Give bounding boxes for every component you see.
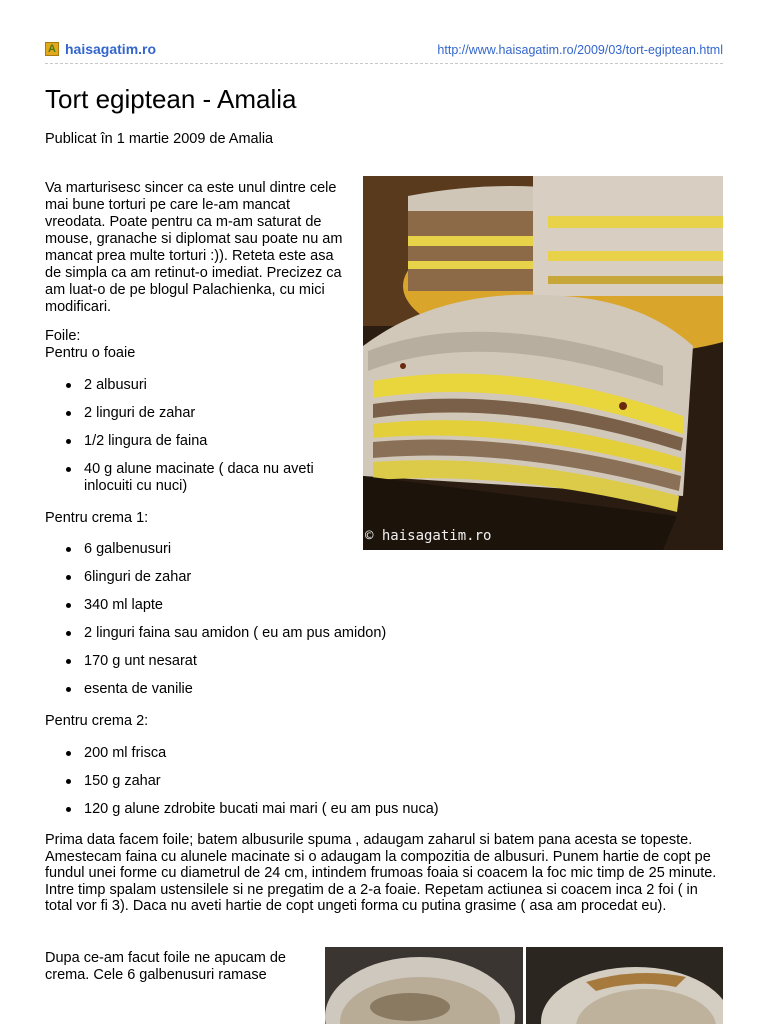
crema2-heading: Pentru crema 2:	[45, 713, 149, 729]
crema2-ingredient-list	[0, 745, 439, 829]
photo-watermark: © haisagatim.ro	[365, 528, 492, 544]
page-header	[45, 41, 723, 65]
method-paragraph: Prima data facem foile; batem albusurile spuma , adaugam zaharul si batem pana acesta se topeste. Amestecam faina cu alunele macinate si o adaugam la compozitia de albusuri. Punem hartie de copt pe fundul unei forme cu diametrul de 24 cm, intindem frumoas foaia si coacem la foc mic timp de 25 minute. Intre timp spalam ustensilele si ne pregatim de a 2-a foaie. Repetam actiunea si coacem inca 2 foi ( in total vor fi 3). Daca nu aveti hartie de copt ungeti forma cu putina grasime ( asa am procedat eu).	[45, 832, 717, 914]
list-item: 6 galbenusuri	[0, 541, 386, 558]
preparation-photo-left	[325, 947, 523, 1024]
foile-heading: Foile:	[45, 328, 81, 344]
list-item: esenta de vanilie	[0, 681, 386, 698]
article-byline: Publicat în 1 martie 2009 de Amalia	[45, 131, 274, 147]
list-item: 170 g unt nesarat	[0, 653, 386, 670]
list-item: 2 linguri faina sau amidon ( eu am pus amidon)	[0, 625, 386, 642]
site-name-link[interactable]: haisagatim.ro	[65, 41, 157, 57]
foaie-ingredient-list	[0, 377, 334, 506]
list-item: 1/2 lingura de faina	[0, 433, 334, 450]
method-paragraph-continued: Dupa ce-am facut foile ne apucam de crema. Cele 6 galbenusuri ramase	[45, 950, 286, 983]
list-item: 40 g alune macinate ( daca nu aveti inlocuiti cu nuci)	[0, 461, 334, 495]
foaie-heading: Pentru o foaie	[45, 345, 136, 361]
source-url-link[interactable]: http://www.haisagatim.ro/2009/03/tort-egiptean.html	[437, 43, 723, 57]
list-item: 120 g alune zdrobite bucati mai mari ( eu am pus nuca)	[0, 801, 439, 818]
crema1-heading: Pentru crema 1:	[45, 510, 149, 526]
list-item: 6linguri de zahar	[0, 569, 386, 586]
intro-paragraph: Va marturisesc sincer ca este unul dintre cele mai bune torturi pe care le-am mancat vreodata. Poate pentru ca m-am saturat de mouse, granache si diplomat sau poate nu am mancat prea multe torturi :)). Reteta este asa de simpla ca am retinut-o imediat. Precizez ca am luat-o de pe blogul Palachienka, cu mici modificari.	[45, 180, 343, 315]
crema1-ingredient-list	[0, 541, 386, 709]
cake-photo	[363, 176, 723, 550]
header-divider	[45, 63, 723, 64]
list-item: 340 ml lapte	[0, 597, 386, 614]
site-logo-icon: A	[45, 42, 59, 56]
article-title: Tort egiptean - Amalia	[45, 84, 297, 114]
list-item: 150 g zahar	[0, 773, 439, 790]
preparation-photo-right	[526, 947, 723, 1024]
list-item: 2 linguri de zahar	[0, 405, 334, 422]
list-item: 2 albusuri	[0, 377, 334, 394]
list-item: 200 ml frisca	[0, 745, 439, 762]
